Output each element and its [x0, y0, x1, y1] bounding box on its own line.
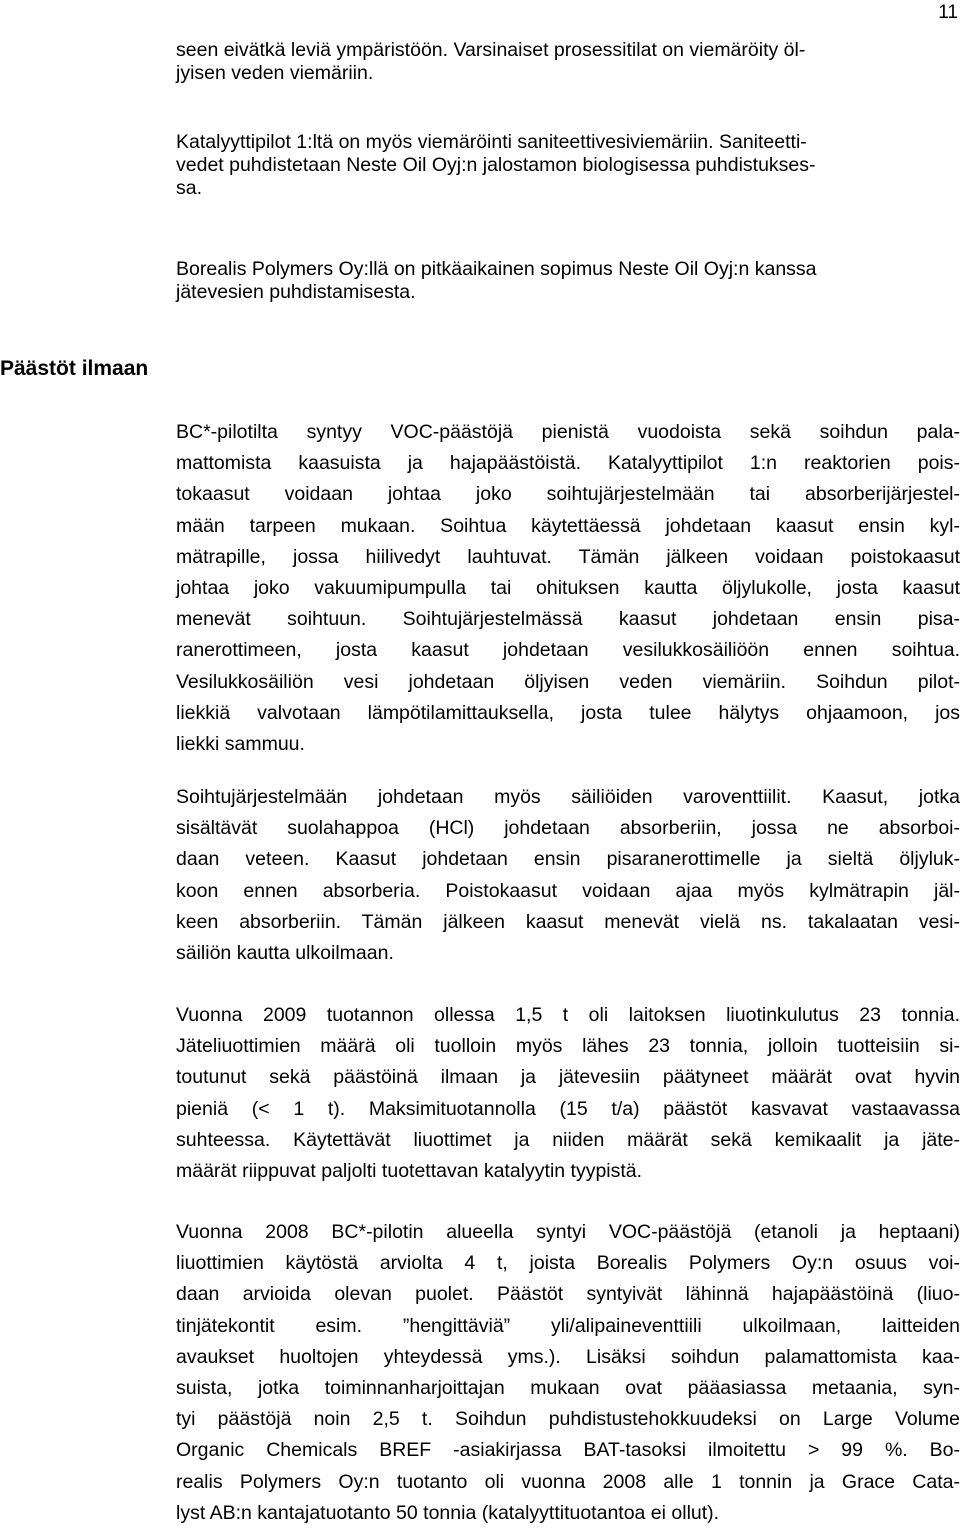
paragraph-3: [176, 258, 960, 304]
text-line: Organic Chemicals BREF -asiakirjassa BAT-tasoksi ilmoitettu > 99 %. Bo-: [176, 1439, 960, 1462]
section-heading: Päästöt ilmaan: [0, 357, 149, 380]
text-line: vedet puhdistetaan Neste Oil Oyj:n jalostamon biologisessa puhdistukses-: [176, 154, 816, 176]
paragraph-5: [176, 782, 960, 969]
paragraph-4: [176, 417, 960, 760]
text-line: Katalyyttipilot 1:ltä on myös viemäröinti saniteettivesiviemäriin. Saniteetti-: [176, 131, 807, 153]
text-line: tyi päästöjä noin 2,5 t. Soihdun puhdistustehokkuudeksi on Large Volume: [176, 1408, 960, 1431]
text-line: liekki sammuu.: [176, 732, 305, 755]
text-line: Vuonna 2009 tuotannon ollessa 1,5 t oli laitoksen liuotinkulutus 23 tonnia.: [176, 1004, 960, 1026]
text-line: daan veteen. Kaasut johdetaan ensin pisaranerottimelle ja sieltä öljyluk-: [176, 848, 960, 871]
text-line: mään tarpeen mukaan. Soihtua käytettäessä johdetaan kaasut ensin kyl-: [176, 514, 960, 537]
text-line: daan arvioida olevan puolet. Päästöt syntyivät lähinnä hajapäästöinä (liuo-: [176, 1283, 960, 1306]
text-line: avaukset huoltojen yhteydessä yms.). Lisäksi soihdun palamattomista kaa-: [176, 1345, 960, 1368]
text-line: suista, jotka toiminnanharjoittajan mukaan ovat pääasiassa metaania, syn-: [176, 1376, 960, 1399]
text-line: lyst AB:n kantajatuotanto 50 tonnia (katalyyttituotantoa ei ollut).: [176, 1501, 720, 1524]
text-line: johtaa joko vakuumipumpulla tai ohituksen kautta öljylukolle, josta kaasut: [176, 576, 960, 599]
text-line: määrät riippuvat paljolti tuotettavan katalyytin tyypistä.: [176, 1159, 643, 1182]
text-line: seen eivätkä leviä ympäristöön. Varsinaiset prosessitilat on viemäröity öl-: [176, 39, 806, 61]
text-line: keen absorberiin. Tämän jälkeen kaasut menevät vielä ns. takalaatan vesi-: [176, 910, 960, 933]
text-line: tinjätekontit esim. ”hengittäviä” yli/alipaineventtiili ulkoilmaan, laitteiden: [176, 1314, 960, 1337]
text-line: jätevesien puhdistamisesta.: [176, 281, 416, 303]
text-line: Vesilukkosäiliön vesi johdetaan öljyisen veden viemäriin. Soihdun pilot-: [176, 670, 960, 693]
text-line: jyisen veden viemäriin.: [176, 62, 374, 84]
text-line: koon ennen absorberia. Poistokaasut voidaan ajaa myös kylmätrapin jäl-: [176, 879, 960, 902]
text-line: säiliön kautta ulkoilmaan.: [176, 941, 394, 964]
text-line: mätrapille, jossa hiilivedyt lauhtuvat. Tämän jälkeen voidaan poistokaasut: [176, 545, 960, 568]
text-line: ranerottimeen, josta kaasut johdetaan vesilukkosäiliöön ennen soihtua.: [176, 639, 960, 662]
text-line: liuottimien käytöstä arviolta 4 t, joista Borealis Polymers Oy:n osuus voi-: [176, 1252, 960, 1275]
text-line: Jäteliuottimien määrä oli tuolloin myös lähes 23 tonnia, jolloin tuotteisiin si-: [176, 1035, 960, 1058]
text-line: BC*-pilotilta syntyy VOC-päästöjä pienistä vuodoista sekä soihdun pala-: [176, 421, 960, 443]
text-line: liekkiä valvotaan lämpötilamittauksella, josta tulee hälytys ohjaamoon, jos: [176, 701, 960, 724]
text-line: Soihtujärjestelmään johdetaan myös säiliöiden varoventtiilit. Kaasut, jotka: [176, 786, 960, 808]
text-line: Vuonna 2008 BC*-pilotin alueella syntyi VOC-päästöjä (etanoli ja heptaani): [176, 1221, 960, 1243]
paragraph-2: [176, 131, 960, 200]
text-line: toutunut sekä päästöinä ilmaan ja jätevesiin päätyneet määrät ovat hyvin: [176, 1066, 960, 1089]
text-line: tokaasut voidaan johtaa joko soihtujärjestelmään tai absorberijärjestel-: [176, 483, 960, 506]
paragraph-7: [176, 1217, 960, 1529]
text-line: suhteessa. Käytettävät liuottimet ja niiden määrät sekä kemikaalit ja jäte-: [176, 1128, 960, 1151]
paragraph-1: [176, 39, 960, 85]
page-number: 11: [938, 2, 958, 23]
text-line: mattomista kaasuista ja hajapäästöistä. Katalyyttipilot 1:n reaktorien pois-: [176, 452, 960, 475]
text-line: pieniä (< 1 t). Maksimituotannolla (15 t/a) päästöt kasvavat vastaavassa: [176, 1097, 960, 1120]
text-line: sa.: [176, 177, 203, 199]
text-line: menevät soihtuun. Soihtujärjestelmässä kaasut johdetaan ensin pisa-: [176, 608, 960, 631]
text-line: Borealis Polymers Oy:llä on pitkäaikainen sopimus Neste Oil Oyj:n kanssa: [176, 258, 817, 280]
paragraph-6: [176, 1000, 960, 1187]
text-line: realis Polymers Oy:n tuotanto oli vuonna 2008 alle 1 tonnin ja Grace Cata-: [176, 1470, 960, 1493]
text-line: sisältävät suolahappoa (HCl) johdetaan absorberiin, jossa ne absorboi-: [176, 817, 960, 840]
